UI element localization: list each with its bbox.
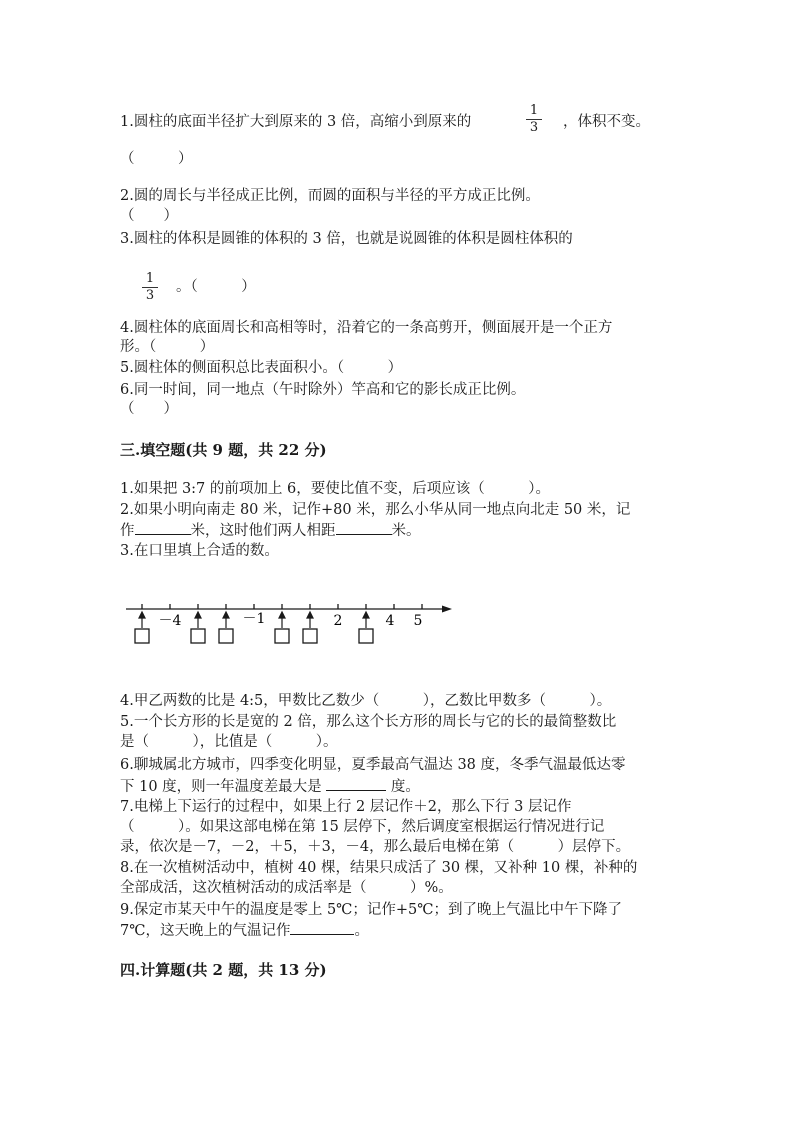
q3-2-text-2: 米，这时他们两人相距	[190, 523, 336, 539]
q2-4-line-a: 4.圆柱体的底面周长和高相等时，沿着它的一条高剪开，侧面展开是一个正方	[120, 320, 613, 336]
q3-3-text: 3.在口里填上合适的数。	[120, 543, 279, 559]
q3-7-line-b[interactable]: （ ）。如果这部电梯在第 15 层停下，然后调度室根据运行情况进行记	[120, 819, 605, 835]
section-3-heading: 三.填空题(共 9 题，共 22 分)	[120, 441, 327, 459]
fraction-denominator: 3	[529, 120, 539, 135]
q3-5-line-b[interactable]: 是（ ），比值是（ ）。	[120, 734, 338, 750]
answer-box[interactable]	[275, 629, 289, 643]
fraction-denominator: 3	[145, 288, 155, 303]
q3-8-line-b[interactable]: 全部成活，这次植树活动的成活率是（ ）%。	[120, 880, 453, 896]
arrow-head	[307, 612, 313, 618]
q2-3-text: 3.圆柱的体积是圆锥的体积的 3 倍，也就是说圆锥的体积是圆柱体积的	[120, 231, 573, 247]
q2-3-tail[interactable]: 。（ ）	[176, 279, 256, 295]
q3-7-line-a: 7.电梯上下运行的过程中，如果上行 2 层记作＋2，那么下行 3 层记作	[120, 799, 572, 815]
number-line-arrowhead	[442, 606, 452, 613]
q2-1-part-a: 1.圆柱的底面半径扩大到原来的 3 倍，高缩小到原来的	[120, 114, 472, 130]
tick-label: －4	[158, 613, 182, 629]
q3-2-line-a: 2.如果小明向南走 80 米，记作+80 米，那么小华从同一地点向北走 50 米，记	[120, 502, 631, 518]
q3-5-line-a: 5.一个长方形的长是宽的 2 倍，那么这个长方形的周长与它的长的最简整数比	[120, 714, 617, 730]
q3-9-line-b	[120, 920, 369, 941]
answer-box[interactable]	[303, 629, 317, 643]
q2-1-tail	[563, 112, 650, 132]
q2-5-text[interactable]: 5.圆柱体的侧面积总比表面积小。（ ）	[120, 360, 403, 376]
q2-1-fraction	[526, 104, 542, 135]
q3-1-text[interactable]: 1.如果把 3:7 的前项加上 6，要使比值不变，后项应该（ ）。	[120, 481, 550, 497]
q3-2-line-b	[120, 520, 421, 541]
q2-4-line-b[interactable]: 形。（ ）	[120, 339, 215, 355]
tick-marks	[142, 604, 422, 609]
q2-1-answer-paren[interactable]: （ ）	[120, 151, 193, 167]
answer-box[interactable]	[219, 629, 233, 643]
fraction-numerator: 1	[145, 271, 155, 286]
q2-1-part-b: ，体积不变。	[563, 114, 650, 130]
arrow-head	[139, 612, 145, 618]
answer-box[interactable]	[191, 629, 205, 643]
q3-4-text[interactable]: 4.甲乙两数的比是 4:5，甲数比乙数少（ ），乙数比甲数多（ ）。	[120, 693, 612, 709]
answer-blank[interactable]	[290, 920, 354, 935]
answer-boxes	[135, 629, 373, 643]
q2-3-fraction	[142, 272, 158, 303]
arrow-head	[223, 612, 229, 618]
number-line-figure	[120, 592, 460, 652]
q3-6-text-2: 度。	[390, 779, 420, 795]
q3-6-line-b	[120, 776, 420, 797]
fraction-numerator: 1	[529, 103, 539, 118]
q2-2-answer-paren[interactable]: （ ）	[120, 208, 178, 224]
q2-1-text	[120, 112, 471, 132]
answer-blank[interactable]	[336, 520, 392, 535]
q3-9-text-2: 。	[354, 923, 369, 939]
tick-label: 2	[333, 613, 343, 629]
arrow-head	[279, 612, 285, 618]
tick-label: －1	[242, 611, 266, 627]
q3-9-line-a: 9.保定市某天中午的温度是零上 5℃；记作+5℃；到了晚上气温比中午下降了	[120, 902, 622, 918]
q2-6-text: 6.同一时间，同一地点（午时除外）竿高和它的影长成正比例。	[120, 382, 526, 398]
answer-box[interactable]	[359, 629, 373, 643]
tick-label: 4	[385, 613, 395, 629]
q3-8-line-a: 8.在一次植树活动中，植树 40 棵，结果只成活了 30 棵，又补种 10 棵，补种的	[120, 860, 638, 876]
q3-2-text-1: 作	[120, 523, 135, 539]
q3-2-text-3: 米。	[391, 523, 421, 539]
q3-9-text-1: 7℃，这天晚上的气温记作	[120, 923, 291, 939]
q3-7-line-c[interactable]: 录，依次是－7，－2，＋5，＋3，－4，那么最后电梯在第（ ）层停下。	[120, 839, 631, 855]
answer-box[interactable]	[135, 629, 149, 643]
q2-2-text: 2.圆的周长与半径成正比例，而圆的面积与半径的平方成正比例。	[120, 188, 540, 204]
tick-label: 5	[413, 613, 423, 629]
arrow-head	[363, 612, 369, 618]
q3-6-text-1: 下 10 度，则一年温度差最大是	[120, 779, 322, 795]
section-4-heading: 四.计算题(共 2 题，共 13 分)	[120, 961, 327, 979]
q3-6-line-a: 6.聊城属北方城市，四季变化明显，夏季最高气温达 38 度，冬季气温最低达零	[120, 757, 626, 773]
arrow-head	[195, 612, 201, 618]
answer-blank[interactable]	[326, 776, 386, 791]
answer-blank[interactable]	[135, 520, 191, 535]
q2-6-answer-paren[interactable]: （ ）	[120, 401, 178, 417]
